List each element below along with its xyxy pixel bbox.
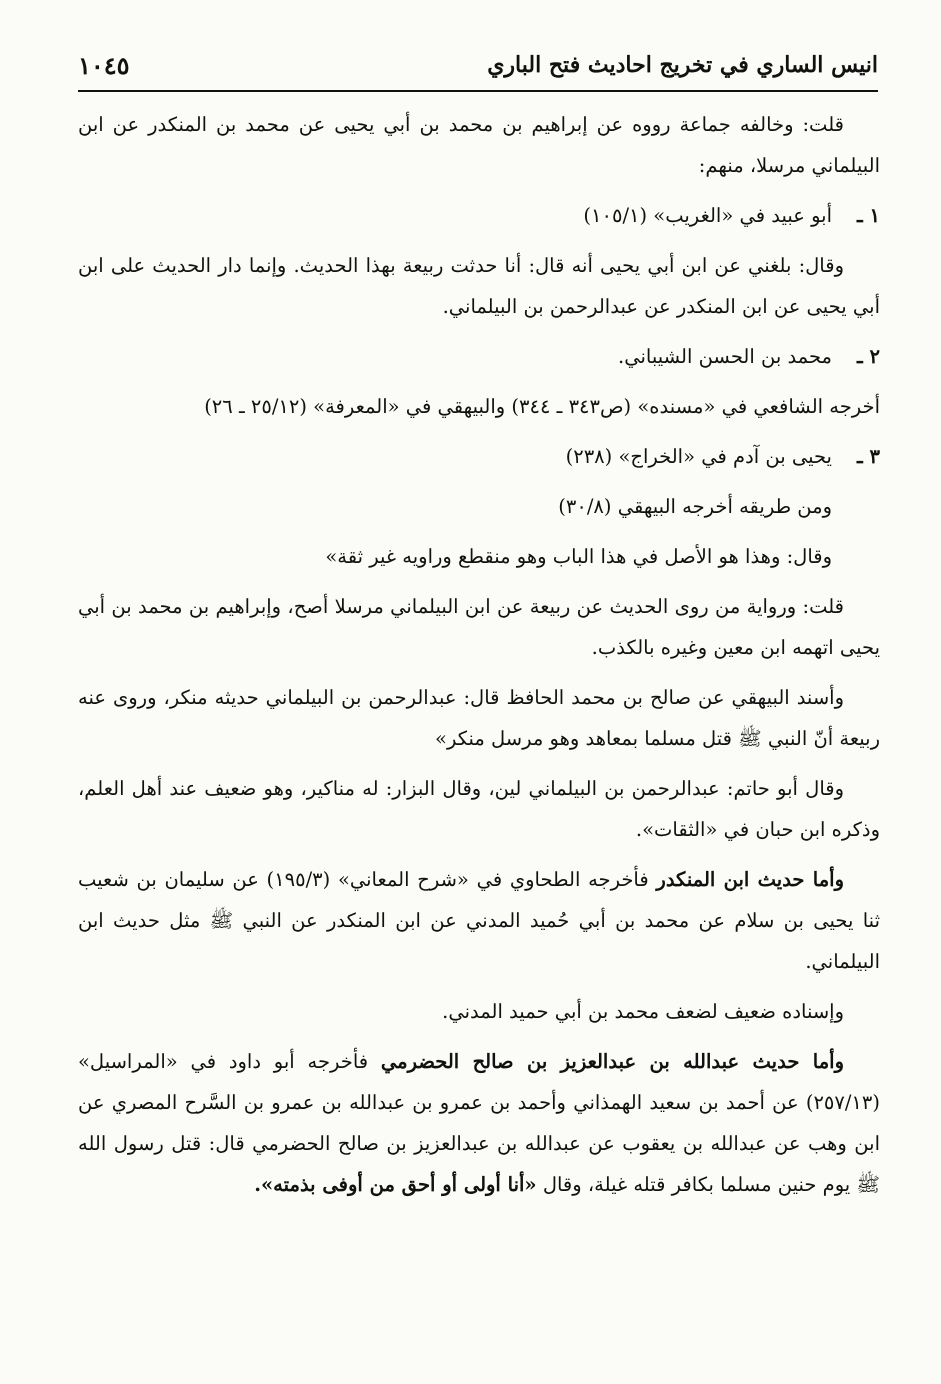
sub-note-1: ومن طريقه أخرجه البيهقي (٣٠/٨) — [558, 495, 832, 518]
list-item-text: محمد بن الحسن الشيباني. — [618, 345, 832, 368]
book-title: انيس الساري في تخريج احاديث فتح الباري — [487, 52, 878, 78]
list-item-1 — [78, 195, 880, 236]
paragraph-3: أخرجه الشافعي في «مسنده» (ص٣٤٣ ـ ٣٤٤) والبيهقي في «المعرفة» (٢٥/١٢ ـ ٢٦) — [204, 395, 880, 418]
paragraph-4: قلت: ورواية من روى الحديث عن ربيعة عن ابن البيلماني مرسلا أصح، وإبراهيم بن محمد بن أبي يحيى اتهمه ابن معين وغيره بالكذب. — [78, 595, 880, 659]
list-item-text: يحيى بن آدم في «الخراج» (٢٣٨) — [565, 445, 832, 468]
list-item-2 — [78, 336, 880, 377]
paragraph-8: وإسناده ضعيف لضعف محمد بن أبي حميد المدني. — [442, 1000, 844, 1023]
page-body — [78, 104, 880, 1214]
sub-note-2: وقال: وهذا هو الأصل في هذا الباب وهو منقطع وراويه غير ثقة» — [325, 545, 832, 568]
section-lead: وأما حديث عبدالله بن عبدالعزيز بن صالح الحضرمي — [380, 1050, 845, 1073]
list-item-text: أبو عبيد في «الغريب» (١٠٥/١) — [583, 204, 832, 227]
paragraph-2: وقال: بلغني عن ابن أبي يحيى أنه قال: أنا حدثت ربيعة بهذا الحديث. وإنما دار الحديث على ابن أبي يحيى عن ابن المنكدر عن عبدالرحمن بن البيلماني. — [78, 254, 880, 318]
paragraph-1: قلت: وخالفه جماعة رووه عن إبراهيم بن محمد بن أبي يحيى عن محمد بن المنكدر عن ابن البيلماني مرسلا، منهم: — [78, 113, 880, 177]
hadith-quote: «أنا أولى أو أحق من أوفى بذمته». — [254, 1173, 537, 1196]
paragraph-text: فأخرجه أبو داود في «المراسيل» (٢٥٧/١٣) عن أحمد بن سعيد الهمذاني وأحمد بن عمرو بن عبدالله بن عمرو بن السَّرح المصري عن ابن وهب عن عبدالله بن يعقوب عن عبدالله بن عبدالعزيز بن صالح الحضرمي قال: قتل رسول الله ﷺ يوم حنين مسلما بكافر قتله غيلة، وقال — [78, 1050, 880, 1196]
list-item-3 — [78, 436, 880, 477]
paragraph-5: وأسند البيهقي عن صالح بن محمد الحافظ قال: عبدالرحمن بن البيلماني حديثه منكر، وروى عنه ربيعة أنّ النبي ﷺ قتل مسلما بمعاهد وهو مرسل منكر» — [78, 686, 880, 750]
list-item-number: ٣ ـ — [857, 445, 880, 468]
paragraph-6: وقال أبو حاتم: عبدالرحمن بن البيلماني لين، وقال البزار: له مناكير، وهو ضعيف عند أهل العلم، وذكره ابن حبان في «الثقات». — [78, 777, 880, 841]
running-header — [78, 40, 878, 92]
list-item-number: ١ ـ — [857, 204, 880, 227]
paragraph-9 — [78, 1041, 880, 1205]
section-lead: وأما حديث ابن المنكدر — [656, 868, 844, 891]
page-number: ١٠٤٥ — [78, 50, 130, 80]
list-item-number: ٢ ـ — [857, 345, 880, 368]
paragraph-7 — [78, 859, 880, 982]
paragraph-text: فأخرجه الطحاوي في «شرح المعاني» (١٩٥/٣) عن سليمان بن شعيب ثنا يحيى بن سلام عن محمد بن أبي حُميد المدني عن ابن المنكدر عن النبي ﷺ مثل حديث ابن البيلماني. — [78, 868, 880, 973]
